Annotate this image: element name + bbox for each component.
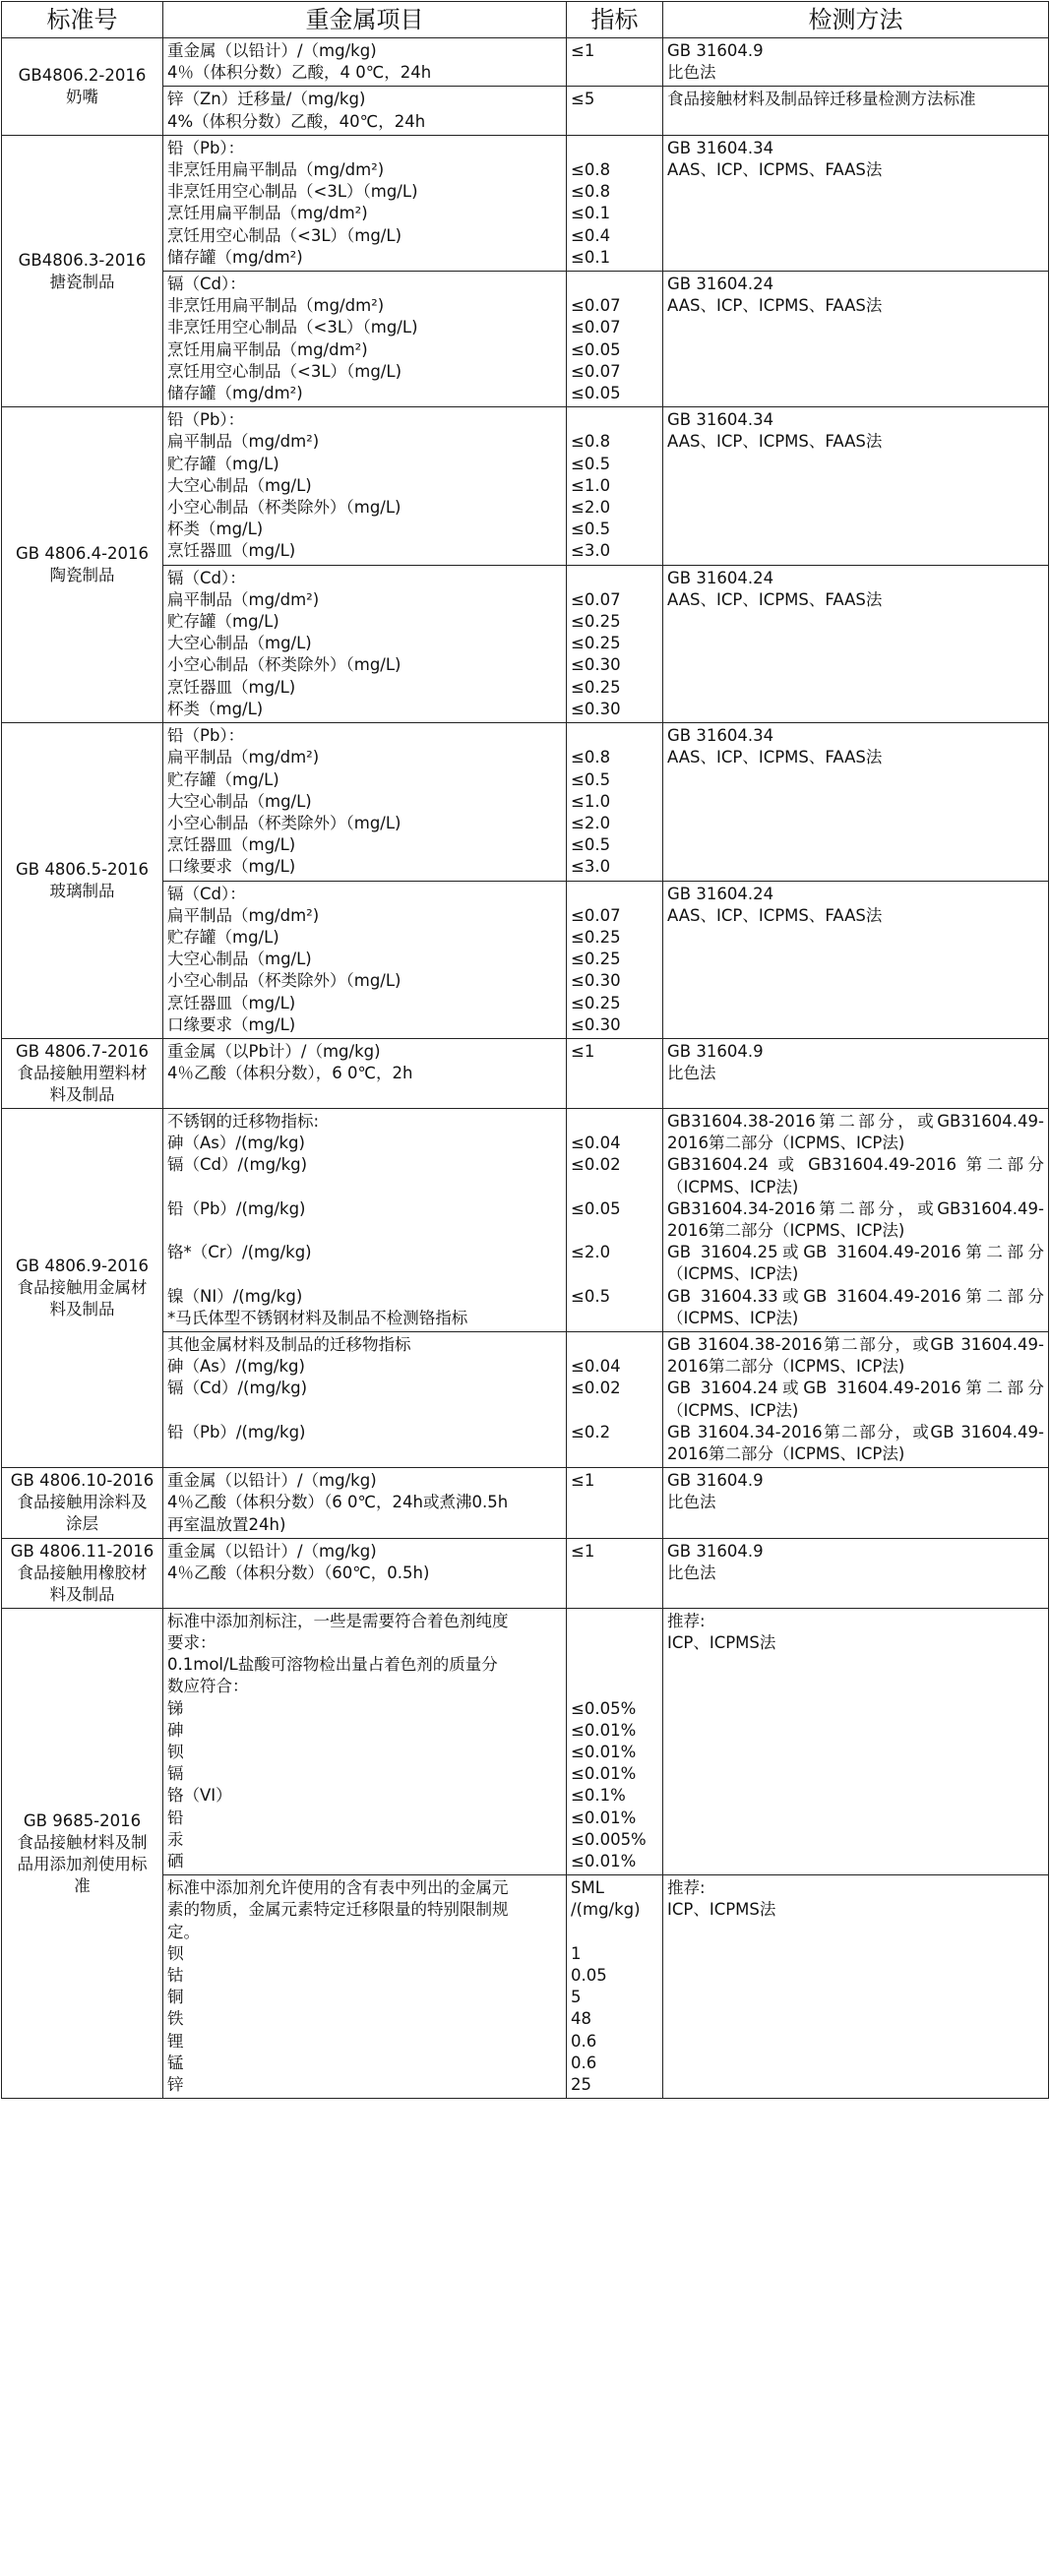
method-line: GB 31604.9 bbox=[667, 1041, 764, 1061]
item-line: 大空心制品（mg/L) bbox=[167, 950, 312, 969]
method-line: GB 31604.25或GB 31604.49-2016第二部分（ICPMS、ICP法) bbox=[667, 1243, 1044, 1284]
limit-line bbox=[571, 568, 658, 589]
limit-cell bbox=[567, 881, 663, 1038]
item-line: 烹饪器皿（mg/L) bbox=[167, 993, 296, 1012]
method-line: 比色法 bbox=[667, 1564, 716, 1582]
limit-cell bbox=[567, 272, 663, 407]
standard-line: 准 bbox=[74, 1875, 91, 1895]
limit-line: ≤1.0 bbox=[571, 791, 611, 811]
method-line: ICP、ICPMS法 bbox=[667, 1633, 776, 1652]
limit-line: ≤0.005% bbox=[571, 1829, 647, 1849]
limit-line: ≤0.05% bbox=[571, 1698, 637, 1718]
standard-line: 食品接触用金属材 bbox=[17, 1278, 148, 1298]
limit-line bbox=[571, 1611, 658, 1632]
standard-line: GB 4806.5-2016 bbox=[15, 860, 150, 880]
item-line: 锑 bbox=[167, 1698, 184, 1718]
item-line: 4％（体积分数）乙酸，4 0℃，24h bbox=[167, 63, 432, 83]
item-line: 铜 bbox=[167, 1988, 184, 2007]
item-line bbox=[167, 1220, 562, 1242]
limit-line: ≤0.25 bbox=[571, 950, 621, 969]
standard-line: 料及制品 bbox=[49, 1584, 115, 1604]
limit-cell bbox=[567, 1875, 663, 2099]
standard-line: 涂层 bbox=[66, 1514, 98, 1534]
standard-line: 料及制品 bbox=[49, 1300, 115, 1319]
item-line: 镉（Cd）： bbox=[167, 568, 246, 587]
item-line: 重金属（以铅计）/（mg/kg) bbox=[167, 41, 377, 60]
item-line: 烹饪器皿（mg/L) bbox=[167, 835, 296, 855]
item-line: 重金属（以铅计）/（mg/kg) bbox=[167, 1471, 377, 1491]
item-line: 汞 bbox=[167, 1829, 184, 1849]
method-line: GB 31604.34 bbox=[667, 138, 774, 157]
limit-line: ≤0.30 bbox=[571, 655, 621, 675]
table-row bbox=[2, 407, 1049, 565]
item-line: 钡 bbox=[167, 1743, 184, 1762]
method-line: 比色法 bbox=[667, 63, 716, 83]
limit-line: ≤0.04 bbox=[571, 1134, 621, 1153]
limit-line: ≤0.02 bbox=[571, 1379, 621, 1398]
limit-line: ≤1 bbox=[571, 1541, 595, 1561]
item-line: 重金属（以Pb计）/（mg/kg) bbox=[167, 1041, 381, 1061]
limit-line: ≤2.0 bbox=[571, 498, 611, 518]
item-line: 扁平制品（mg/dm²) bbox=[167, 432, 320, 452]
item-line bbox=[167, 1177, 562, 1198]
item-line: 口缘要求（mg/L) bbox=[167, 1014, 296, 1034]
standard-line: 品用添加剂使用标 bbox=[17, 1854, 148, 1873]
limit-line: 0.05 bbox=[571, 1966, 607, 1986]
header-heavy-metal-item: 重金属项目 bbox=[163, 2, 567, 38]
item-line: 贮存罐（mg/L) bbox=[167, 769, 279, 789]
limit-line: ≤3.0 bbox=[571, 857, 611, 877]
limit-line: ≤0.25 bbox=[571, 993, 621, 1012]
limit-line: 5 bbox=[571, 1988, 582, 2007]
item-line: 烹饪用扁平制品（mg/dm²) bbox=[167, 204, 368, 223]
item-line: 铅（Pb）： bbox=[167, 726, 245, 746]
limit-line: ≤0.07 bbox=[571, 361, 621, 381]
method-cell bbox=[663, 407, 1049, 565]
limit-line bbox=[571, 274, 658, 295]
standard-line: 食品接触材料及制 bbox=[17, 1832, 148, 1852]
limit-line bbox=[571, 1111, 658, 1133]
limit-line: /(mg/kg) bbox=[571, 1900, 641, 1920]
limit-line bbox=[571, 1263, 658, 1285]
item-line: 铁 bbox=[167, 2009, 184, 2029]
method-cell bbox=[663, 565, 1049, 722]
limit-line: ≤0.5 bbox=[571, 454, 611, 473]
item-line: 铬（VI） bbox=[167, 1786, 232, 1806]
limit-line: ≤0.25 bbox=[571, 677, 621, 697]
item-line: 口缘要求（mg/L) bbox=[167, 857, 296, 877]
item-line: 4％乙酸（体积分数）（60℃，0.5h) bbox=[167, 1564, 430, 1582]
method-cell bbox=[663, 1608, 1049, 1874]
method-line: GB 31604.33或GB 31604.49-2016第二部分（ICPMS、ICP法) bbox=[667, 1286, 1044, 1327]
item-line: 砷 bbox=[167, 1720, 184, 1740]
item-line: 铅（Pb）/(mg/kg) bbox=[167, 1198, 306, 1218]
item-cell bbox=[163, 1538, 567, 1608]
method-cell bbox=[663, 1468, 1049, 1539]
standard-line: 食品接触用橡胶材 bbox=[17, 1563, 148, 1582]
limit-line: ≤0.30 bbox=[571, 1014, 621, 1034]
item-cell bbox=[163, 1108, 567, 1331]
limit-line bbox=[571, 884, 658, 905]
limit-line bbox=[571, 1220, 658, 1242]
limit-cell bbox=[567, 565, 663, 722]
item-line: 非烹饪用空心制品（<3L）（mg/L) bbox=[167, 182, 418, 202]
item-cell bbox=[163, 407, 567, 565]
item-line: 镍（NI）/(mg/kg) bbox=[167, 1286, 303, 1306]
method-cell bbox=[663, 1538, 1049, 1608]
limit-cell bbox=[567, 135, 663, 271]
item-line: 锰 bbox=[167, 2053, 184, 2072]
limit-line: ≤0.07 bbox=[571, 318, 621, 337]
item-line: 扁平制品（mg/dm²) bbox=[167, 905, 320, 925]
method-line: ICP、ICPMS法 bbox=[667, 1900, 776, 1920]
item-line: 钴 bbox=[167, 1966, 184, 1986]
header-standard: 标准号 bbox=[2, 2, 163, 38]
item-line: 4％乙酸（体积分数），6 0℃，2h bbox=[167, 1064, 413, 1083]
item-line: 贮存罐（mg/L) bbox=[167, 454, 279, 473]
limit-line: ≤0.8 bbox=[571, 748, 611, 767]
limit-line: ≤0.8 bbox=[571, 182, 611, 202]
method-line: GB 31604.24或GB 31604.49-2016第二部分（ICPMS、ICP法) bbox=[667, 1379, 1044, 1420]
limit-line bbox=[571, 1400, 658, 1422]
item-line: 定。 bbox=[167, 1922, 200, 1941]
item-line: 硒 bbox=[167, 1852, 184, 1871]
standard-line: GB4806.3-2016 bbox=[18, 250, 147, 270]
limit-line: ≤0.5 bbox=[571, 835, 611, 855]
limit-line: ≤3.0 bbox=[571, 541, 611, 561]
limit-line: ≤0.25 bbox=[571, 612, 621, 632]
method-line: 推荐: bbox=[667, 1611, 706, 1630]
standard-line: 奶嘴 bbox=[66, 87, 98, 106]
item-line: 4％乙酸（体积分数）（6 0℃，24h或煮沸0.5h bbox=[167, 1493, 509, 1512]
method-line: GB 31604.9 bbox=[667, 1541, 764, 1561]
item-line: 锌 bbox=[167, 2075, 184, 2095]
header-row bbox=[2, 2, 1049, 38]
method-line: AAS、ICP、ICPMS、FAAS法 bbox=[667, 160, 883, 180]
limit-line: ≤0.04 bbox=[571, 1357, 621, 1377]
limit-line: ≤0.5 bbox=[571, 1286, 611, 1306]
item-line: 大空心制品（mg/L) bbox=[167, 791, 312, 811]
limit-cell bbox=[567, 1538, 663, 1608]
limit-line: ≤0.30 bbox=[571, 699, 621, 718]
limit-line: ≤0.1% bbox=[571, 1786, 626, 1806]
table-row bbox=[2, 135, 1049, 271]
limit-line bbox=[571, 1632, 658, 1654]
standard-line: GB 4806.10-2016 bbox=[10, 1471, 154, 1491]
item-line: 烹饪用空心制品（<3L）（mg/L) bbox=[167, 361, 402, 381]
item-line: 铅（Pb）： bbox=[167, 410, 245, 430]
limit-line: ≤0.07 bbox=[571, 589, 621, 609]
method-cell bbox=[663, 1108, 1049, 1331]
item-line: 小空心制品（杯类除外）（mg/L) bbox=[167, 498, 401, 518]
item-cell bbox=[163, 723, 567, 881]
standard-line: 搪瓷制品 bbox=[49, 272, 115, 291]
item-cell bbox=[163, 881, 567, 1038]
limit-line: ≤0.4 bbox=[571, 225, 611, 245]
item-line: 杯类（mg/L) bbox=[167, 520, 264, 539]
item-line: 非烹饪用扁平制品（mg/dm²) bbox=[167, 160, 385, 180]
header-test-method: 检测方法 bbox=[663, 2, 1049, 38]
method-line: AAS、ICP、ICPMS、FAAS法 bbox=[667, 432, 883, 452]
limit-line: ≤0.05 bbox=[571, 339, 621, 359]
item-line: 钡 bbox=[167, 1943, 184, 1963]
standard-cell bbox=[2, 38, 163, 136]
item-line: 烹饪器皿（mg/L) bbox=[167, 677, 296, 697]
limit-line: ≤0.01% bbox=[571, 1720, 637, 1740]
item-line: 非烹饪用空心制品（<3L）（mg/L) bbox=[167, 318, 418, 337]
limit-line: ≤1 bbox=[571, 41, 595, 60]
method-line: GB 31604.38-2016第二部分，或GB 31604.49-2016第二部分（ICPMS、ICP法) bbox=[667, 1334, 1044, 1377]
method-line: 比色法 bbox=[667, 1493, 716, 1512]
standard-line: 玻璃制品 bbox=[49, 882, 115, 901]
method-line: GB31604.38-2016第二部分，或GB31604.49-2016第二部分（ICPMS、ICP法) bbox=[667, 1111, 1044, 1153]
method-line: GB 31604.24 bbox=[667, 275, 774, 294]
limit-line: 1 bbox=[571, 1943, 582, 1963]
limit-line: ≤1.0 bbox=[571, 475, 611, 495]
item-line: 标准中添加剂允许使用的含有表中列出的金属元 bbox=[167, 1878, 509, 1898]
limit-cell bbox=[567, 1608, 663, 1874]
item-line: 镉（Cd）/(mg/kg) bbox=[167, 1155, 308, 1175]
limit-line: ≤0.2 bbox=[571, 1422, 611, 1441]
standard-cell bbox=[2, 1468, 163, 1539]
limit-line: 48 bbox=[571, 2009, 591, 2029]
standard-line: GB 4806.9-2016 bbox=[15, 1257, 150, 1276]
method-line: GB31604.34-2016第二部分，或GB31604.49-2016第二部分（ICPMS、ICP法) bbox=[667, 1198, 1044, 1240]
item-line: 大空心制品（mg/L) bbox=[167, 475, 312, 495]
standard-line: GB 4806.7-2016 bbox=[15, 1041, 150, 1061]
method-line: 比色法 bbox=[667, 1064, 716, 1083]
limit-line bbox=[571, 1334, 658, 1356]
item-line: 砷（As）/(mg/kg) bbox=[167, 1357, 305, 1377]
standard-line: GB 4806.11-2016 bbox=[10, 1541, 154, 1561]
limit-line: ≤1 bbox=[571, 1041, 595, 1061]
method-line: GB 31604.9 bbox=[667, 1471, 764, 1491]
method-cell bbox=[663, 1038, 1049, 1108]
method-line: GB 31604.24 bbox=[667, 884, 774, 903]
table-row bbox=[2, 1538, 1049, 1608]
method-cell bbox=[663, 1875, 1049, 2099]
item-line: 0.1mol/L盐酸可溶物检出量占着色剂的质量分 bbox=[167, 1655, 498, 1675]
item-line: 镉（Cd）/(mg/kg) bbox=[167, 1379, 308, 1398]
item-line: 铅（Pb）： bbox=[167, 138, 245, 157]
method-line: 食品接触材料及制品锌迁移量检测方法标准 bbox=[667, 90, 976, 109]
method-line: GB 31604.34 bbox=[667, 726, 774, 746]
item-cell bbox=[163, 1468, 567, 1539]
limit-line: ≤2.0 bbox=[571, 813, 611, 832]
standard-line: 食品接触用塑料材 bbox=[17, 1063, 148, 1082]
method-cell bbox=[663, 881, 1049, 1038]
limit-cell bbox=[567, 1331, 663, 1467]
limit-cell bbox=[567, 87, 663, 135]
limit-cell bbox=[567, 1108, 663, 1331]
method-cell bbox=[663, 723, 1049, 881]
limit-line: 0.6 bbox=[571, 2053, 597, 2072]
limit-line: ≤0.07 bbox=[571, 296, 621, 316]
limit-line: ≤0.30 bbox=[571, 971, 621, 991]
standard-cell bbox=[2, 1108, 163, 1467]
item-line: 铅（Pb）/(mg/kg) bbox=[167, 1422, 306, 1441]
item-line: 小空心制品（杯类除外）（mg/L) bbox=[167, 971, 401, 991]
standard-line: GB 4806.4-2016 bbox=[15, 544, 150, 564]
table-body bbox=[2, 38, 1049, 2099]
table-row bbox=[2, 1108, 1049, 1331]
standard-line: 料及制品 bbox=[49, 1084, 115, 1104]
method-line: GB 31604.34 bbox=[667, 410, 774, 430]
standard-cell bbox=[2, 407, 163, 723]
standard-cell bbox=[2, 1608, 163, 2098]
item-line: 贮存罐（mg/L) bbox=[167, 612, 279, 632]
limit-line: ≤0.8 bbox=[571, 160, 611, 180]
item-line: 4%（体积分数）乙酸，40℃，24h bbox=[167, 111, 426, 131]
limit-line: ≤0.25 bbox=[571, 927, 621, 947]
item-line: 烹饪器皿（mg/L) bbox=[167, 541, 296, 561]
limit-line: ≤0.25 bbox=[571, 634, 621, 653]
limit-line: ≤0.01% bbox=[571, 1808, 637, 1827]
item-line: 扁平制品（mg/dm²) bbox=[167, 589, 320, 609]
item-line: 小空心制品（杯类除外）（mg/L) bbox=[167, 655, 401, 675]
item-line: 再室温放置24h) bbox=[167, 1514, 286, 1534]
limit-line: ≤0.01% bbox=[571, 1764, 637, 1784]
item-cell bbox=[163, 1608, 567, 1874]
standard-line: GB4806.2-2016 bbox=[18, 65, 147, 85]
item-line: 数应符合： bbox=[167, 1677, 249, 1696]
method-line: AAS、ICP、ICPMS、FAAS法 bbox=[667, 748, 883, 767]
limit-cell bbox=[567, 38, 663, 87]
header-limit: 指标 bbox=[567, 2, 663, 38]
item-line: 砷（As）/(mg/kg) bbox=[167, 1134, 305, 1153]
limit-line: ≤5 bbox=[571, 90, 595, 109]
method-line: GB31604.24 或 GB31604.49-2016 第二部分（ICPMS、ICP法) bbox=[667, 1155, 1044, 1196]
method-line: 推荐: bbox=[667, 1878, 706, 1898]
item-line: 烹饪用空心制品（<3L）（mg/L) bbox=[167, 225, 402, 245]
item-line: 小空心制品（杯类除外）（mg/L) bbox=[167, 813, 401, 832]
limit-line: ≤2.0 bbox=[571, 1243, 611, 1262]
item-line: 大空心制品（mg/L) bbox=[167, 634, 312, 653]
item-line: 非烹饪用扁平制品（mg/dm²) bbox=[167, 296, 385, 316]
method-line: GB 31604.24 bbox=[667, 568, 774, 587]
item-line: 要求： bbox=[167, 1633, 216, 1652]
item-line: 贮存罐（mg/L) bbox=[167, 927, 279, 947]
item-line: 标准中添加剂标注，一些是需要符合着色剂纯度 bbox=[167, 1611, 509, 1630]
item-line: 镉（Cd）： bbox=[167, 275, 246, 294]
heavy-metal-standards-table bbox=[1, 1, 1049, 2099]
limit-line: 0.6 bbox=[571, 2031, 597, 2051]
item-cell bbox=[163, 87, 567, 135]
limit-line: ≤0.01% bbox=[571, 1743, 637, 1762]
limit-cell bbox=[567, 1038, 663, 1108]
item-line: 扁平制品（mg/dm²) bbox=[167, 748, 320, 767]
item-line: 不锈钢的迁移物指标: bbox=[167, 1111, 320, 1131]
limit-line: ≤0.01% bbox=[571, 1852, 637, 1871]
item-line bbox=[167, 1263, 562, 1285]
item-cell bbox=[163, 1331, 567, 1467]
item-cell bbox=[163, 272, 567, 407]
limit-line: ≤1 bbox=[571, 1471, 595, 1491]
limit-line: ≤0.05 bbox=[571, 384, 621, 403]
item-line: 杯类（mg/L) bbox=[167, 699, 264, 718]
limit-line bbox=[571, 409, 658, 431]
table-row bbox=[2, 38, 1049, 87]
limit-line: ≤0.5 bbox=[571, 769, 611, 789]
item-line: *马氏体型不锈钢材料及制品不检测铬指标 bbox=[167, 1308, 468, 1327]
limit-line bbox=[571, 138, 658, 159]
method-cell bbox=[663, 135, 1049, 271]
limit-line: 25 bbox=[571, 2075, 591, 2095]
item-cell bbox=[163, 1875, 567, 2099]
standard-line: GB 9685-2016 bbox=[23, 1810, 142, 1830]
item-line: 储存罐（mg/dm²) bbox=[167, 384, 303, 403]
method-cell bbox=[663, 272, 1049, 407]
table-row bbox=[2, 1468, 1049, 1539]
item-line: 镉（Cd）： bbox=[167, 884, 246, 903]
standard-cell bbox=[2, 135, 163, 406]
item-line: 锌（Zn）迁移量/（mg/kg) bbox=[167, 90, 366, 109]
method-line: GB 31604.34-2016第二部分，或GB 31604.49-2016第二部分（ICPMS、ICP法) bbox=[667, 1422, 1044, 1463]
item-line: 素的物质，金属元素特定迁移限量的特别限制规 bbox=[167, 1900, 509, 1920]
table-row bbox=[2, 723, 1049, 881]
item-line: 其他金属材料及制品的迁移物指标 bbox=[167, 1334, 411, 1354]
method-line: AAS、ICP、ICPMS、FAAS法 bbox=[667, 905, 883, 925]
limit-cell bbox=[567, 407, 663, 565]
method-cell bbox=[663, 38, 1049, 87]
table-row bbox=[2, 1038, 1049, 1108]
standard-cell bbox=[2, 1038, 163, 1108]
limit-line: ≤0.02 bbox=[571, 1155, 621, 1175]
method-line: AAS、ICP、ICPMS、FAAS法 bbox=[667, 296, 883, 316]
limit-line: ≤0.1 bbox=[571, 204, 611, 223]
item-cell bbox=[163, 565, 567, 722]
item-cell bbox=[163, 135, 567, 271]
limit-line: SML bbox=[571, 1878, 604, 1898]
limit-line bbox=[571, 1308, 658, 1329]
item-line bbox=[167, 1400, 562, 1422]
item-line: 镉 bbox=[167, 1764, 184, 1784]
item-cell bbox=[163, 1038, 567, 1108]
item-line: 铬*（Cr）/(mg/kg) bbox=[167, 1243, 312, 1262]
limit-line bbox=[571, 1654, 658, 1676]
standard-cell bbox=[2, 1538, 163, 1608]
standard-line: 陶瓷制品 bbox=[49, 566, 115, 585]
limit-cell bbox=[567, 723, 663, 881]
item-line: 铅 bbox=[167, 1808, 184, 1827]
limit-line bbox=[571, 1676, 658, 1697]
item-cell bbox=[163, 38, 567, 87]
item-line: 烹饪用扁平制品（mg/dm²) bbox=[167, 339, 368, 359]
method-cell bbox=[663, 1331, 1049, 1467]
standard-cell bbox=[2, 723, 163, 1039]
method-cell bbox=[663, 87, 1049, 135]
limit-line: ≤0.05 bbox=[571, 1198, 621, 1218]
item-line: 储存罐（mg/dm²) bbox=[167, 247, 303, 267]
limit-line bbox=[571, 725, 658, 747]
limit-line: ≤0.8 bbox=[571, 432, 611, 452]
limit-cell bbox=[567, 1468, 663, 1539]
standard-line: 食品接触用涂料及 bbox=[17, 1493, 148, 1512]
limit-line bbox=[571, 1177, 658, 1198]
limit-line: ≤0.1 bbox=[571, 247, 611, 267]
limit-line bbox=[571, 1922, 658, 1943]
item-line: 重金属（以铅计）/（mg/kg) bbox=[167, 1541, 377, 1561]
limit-line: ≤0.5 bbox=[571, 520, 611, 539]
limit-line: ≤0.07 bbox=[571, 905, 621, 925]
table-row bbox=[2, 1608, 1049, 1874]
method-line: GB 31604.9 bbox=[667, 41, 764, 60]
method-line: AAS、ICP、ICPMS、FAAS法 bbox=[667, 589, 883, 609]
item-line: 锂 bbox=[167, 2031, 184, 2051]
